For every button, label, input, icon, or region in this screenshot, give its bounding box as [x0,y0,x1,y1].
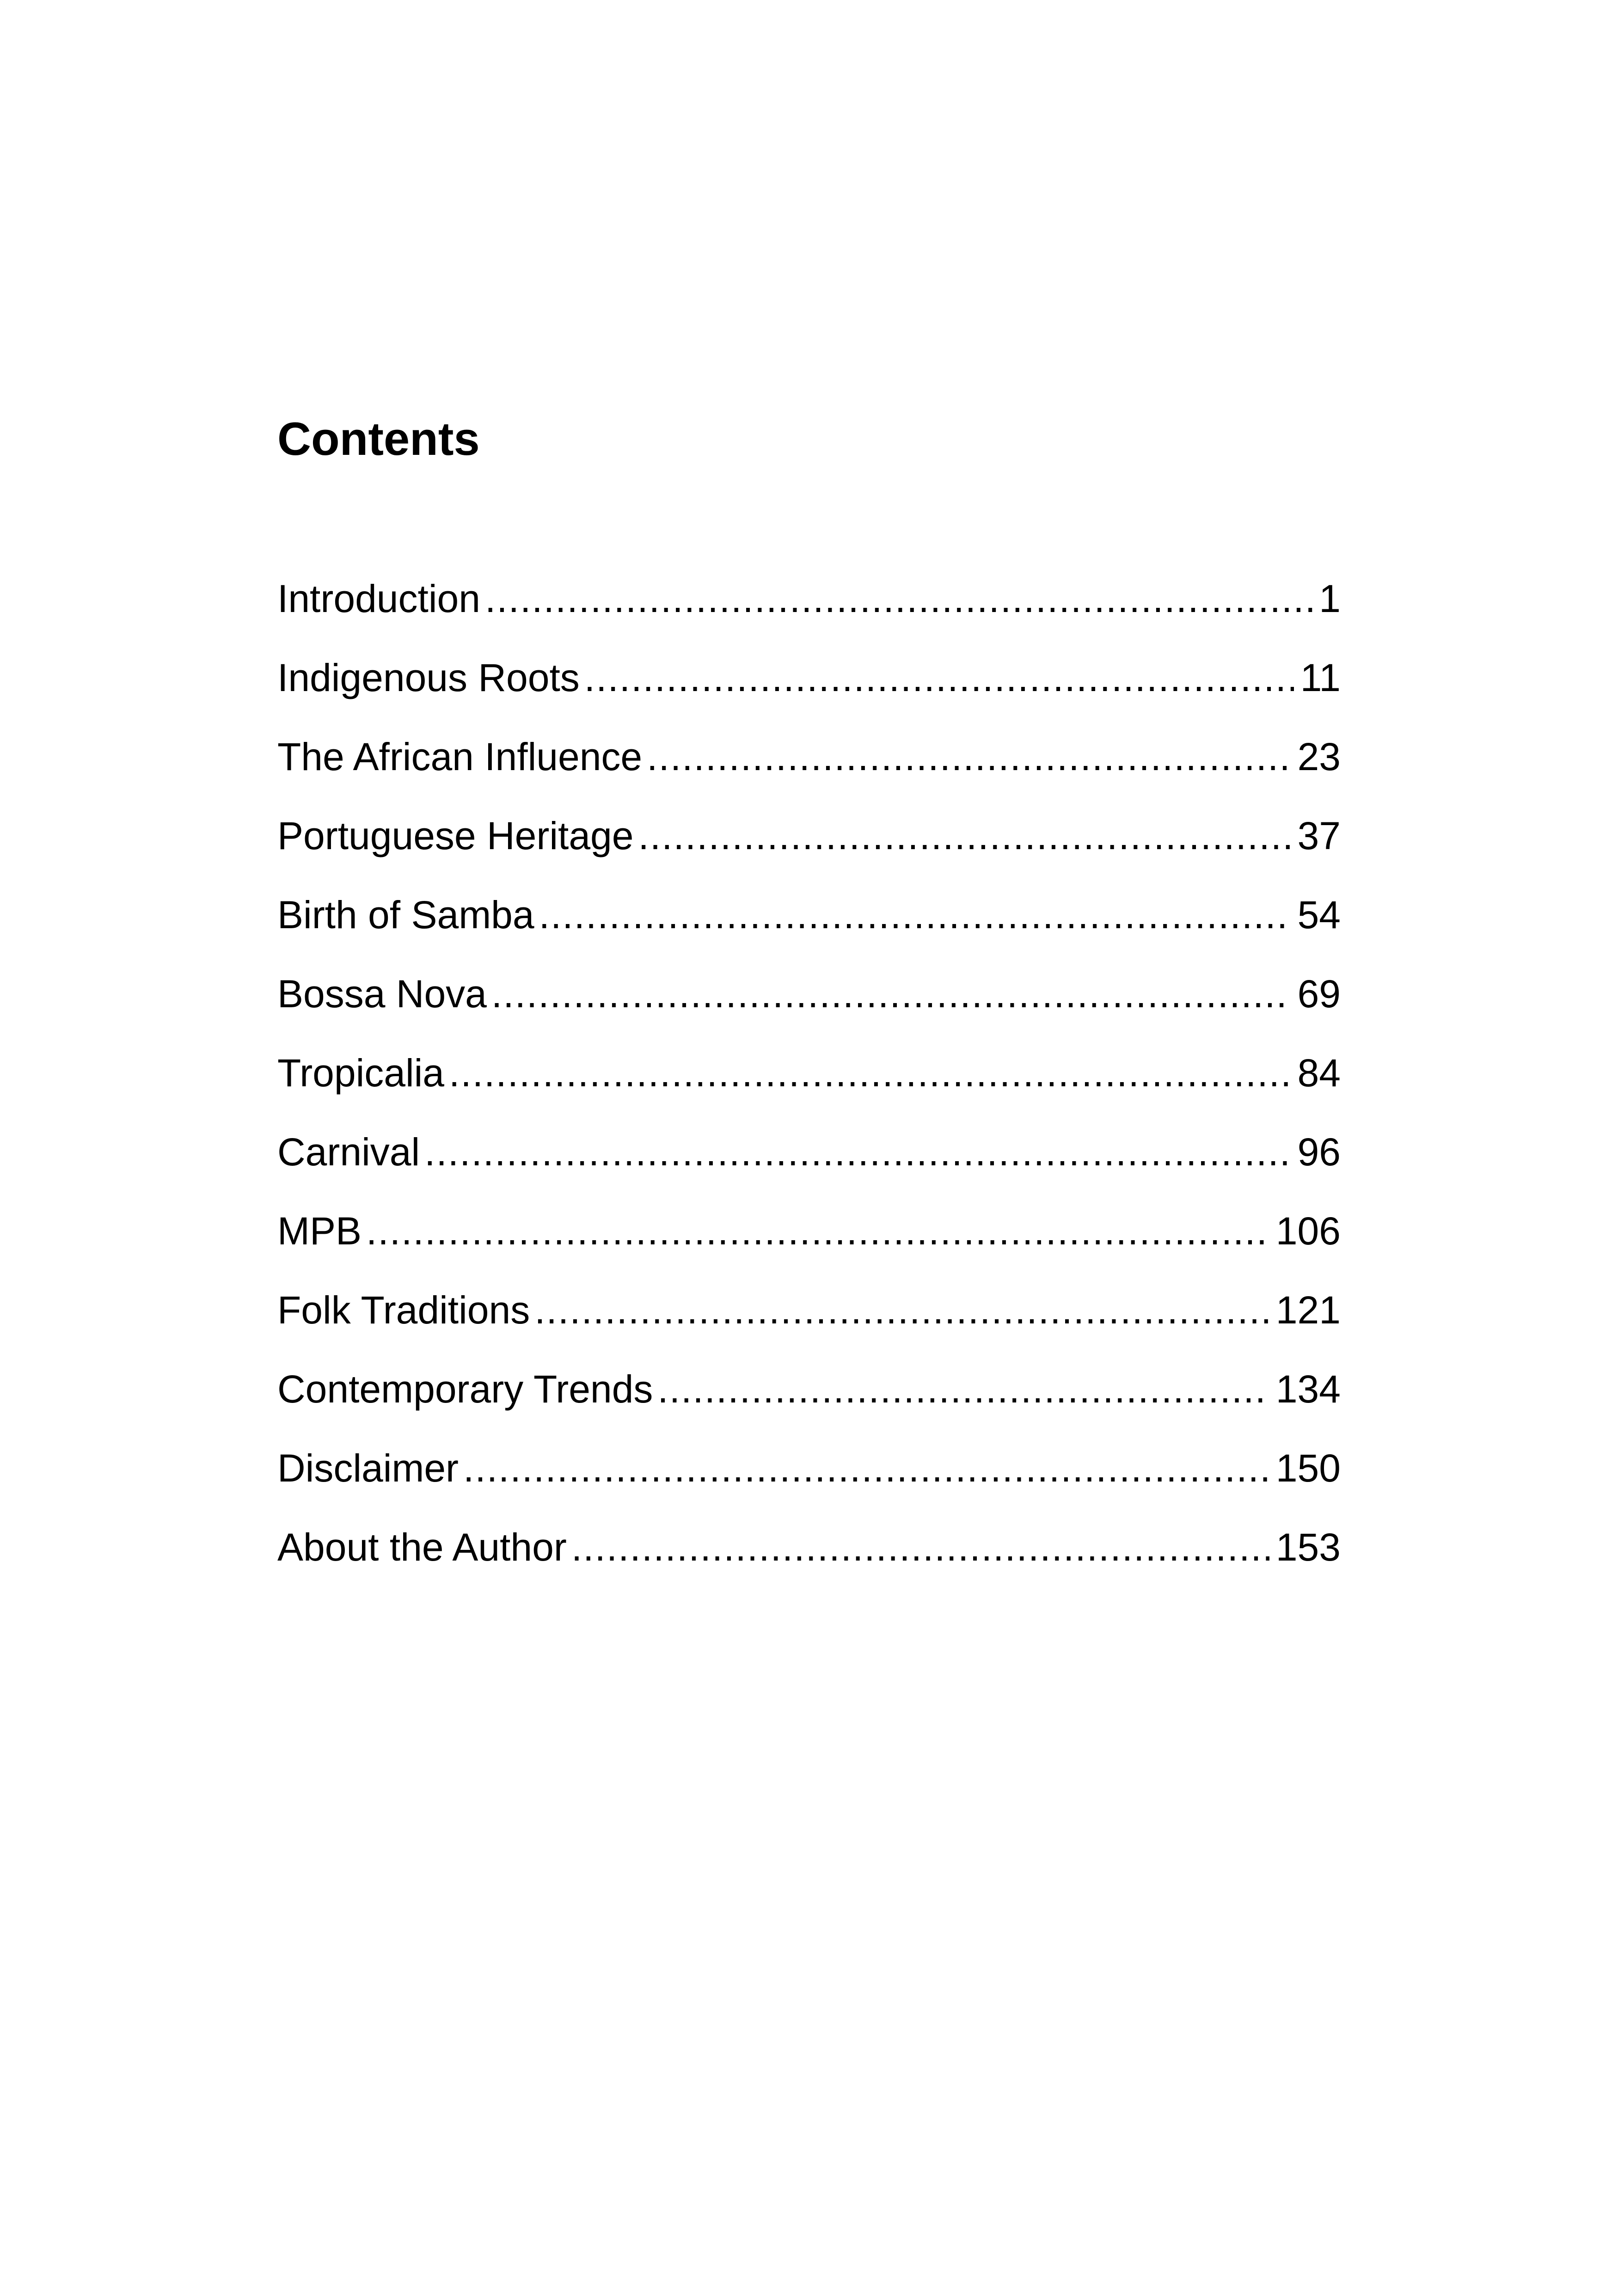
toc-entry-bossa-nova[interactable] [277,971,1341,1050]
toc-entry-mpb[interactable] [277,1208,1341,1287]
table-of-contents [277,576,1341,1603]
toc-entry-birth-of-samba[interactable] [277,892,1341,971]
toc-page-number: 1 [1319,577,1341,620]
toc-page-number: 37 [1297,814,1341,857]
toc-page-number: 69 [1297,972,1341,1016]
toc-entry-title: Disclaimer [277,1446,459,1490]
toc-page-number: 106 [1275,1209,1341,1253]
toc-page-number: 121 [1275,1288,1341,1332]
toc-entry-carnival[interactable] [277,1129,1341,1208]
toc-dot-leader [534,1287,1269,1334]
toc-dot-leader [463,1445,1269,1492]
toc-entry-title: Tropicalia [277,1051,445,1095]
toc-page-number: 150 [1275,1446,1341,1490]
toc-dot-leader [638,813,1291,859]
toc-entry-title: Carnival [277,1130,420,1174]
toc-page-number: 54 [1297,893,1341,937]
toc-entry-title: Folk Traditions [277,1288,530,1332]
toc-entry-indigenous-roots[interactable] [277,655,1341,734]
toc-page-number: 84 [1297,1051,1341,1095]
toc-page-number: 11 [1300,656,1341,699]
toc-dot-leader [424,1129,1291,1176]
toc-entry-contemporary-trends[interactable] [277,1366,1341,1445]
toc-entry-portuguese-heritage[interactable] [277,813,1341,892]
toc-entry-disclaimer[interactable] [277,1445,1341,1524]
toc-entry-introduction[interactable] [277,576,1341,655]
toc-dot-leader [539,892,1291,938]
toc-entry-title: Portuguese Heritage [277,814,634,857]
toc-dot-leader [657,1366,1269,1413]
toc-page-number: 134 [1275,1367,1341,1411]
toc-entry-title: Bossa Nova [277,972,487,1016]
toc-dot-leader [449,1050,1291,1096]
toc-dot-leader [584,655,1294,701]
toc-dot-leader [647,734,1291,780]
toc-dot-leader [366,1208,1269,1255]
toc-entry-about-the-author[interactable] [277,1524,1341,1603]
toc-entry-title: Indigenous Roots [277,656,580,699]
page-title: Contents [277,413,480,465]
toc-entry-tropicalia[interactable] [277,1050,1341,1129]
toc-dot-leader [491,971,1291,1017]
toc-entry-title: Contemporary Trends [277,1367,653,1411]
toc-page-number: 153 [1275,1525,1341,1569]
toc-entry-title: The African Influence [277,735,643,778]
toc-entry-title: About the Author [277,1525,567,1569]
toc-entry-the-african-influence[interactable] [277,734,1341,813]
toc-entry-folk-traditions[interactable] [277,1287,1341,1366]
toc-page-number: 96 [1297,1130,1341,1174]
toc-dot-leader [571,1524,1269,1571]
toc-entry-title: Introduction [277,577,480,620]
toc-entry-title: Birth of Samba [277,893,534,937]
toc-page-number: 23 [1297,735,1341,778]
toc-entry-title: MPB [277,1209,362,1253]
toc-dot-leader [485,576,1312,622]
